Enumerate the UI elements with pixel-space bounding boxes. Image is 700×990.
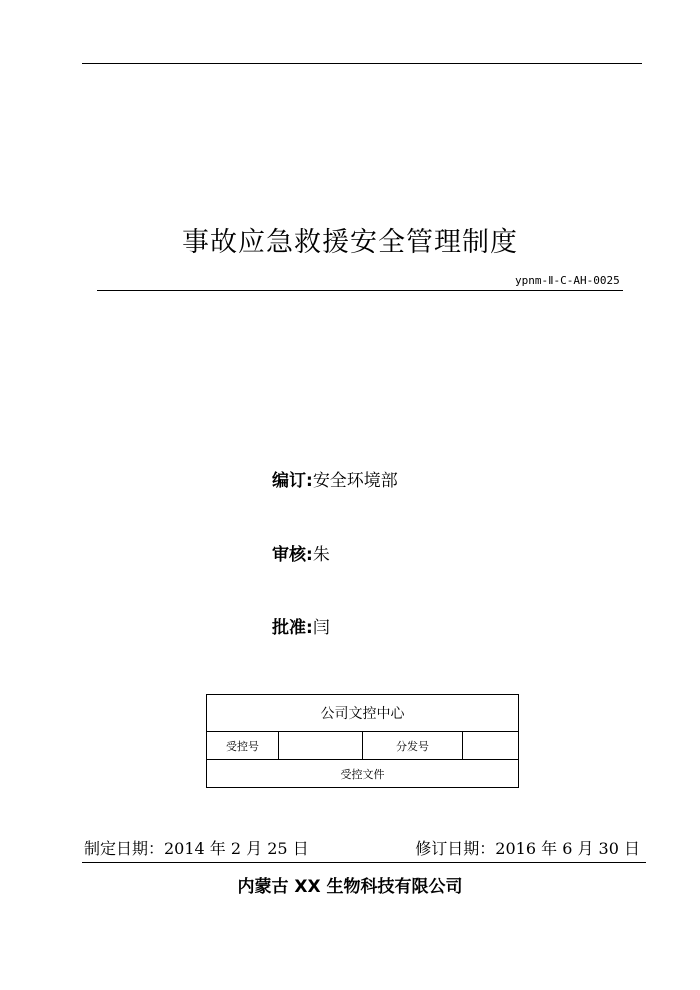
footer-rule: [82, 862, 646, 863]
top-rule: [82, 63, 642, 64]
document-control-table: [206, 694, 519, 788]
signature-label: 编订:: [272, 471, 313, 491]
control-center-header: 公司文控中心: [207, 695, 519, 732]
established-date: 制定日期：2014 年 2 月 25 日: [84, 839, 309, 858]
signature-approved: [272, 613, 330, 638]
document-code: ypnm-Ⅱ-C-AH-0025: [515, 274, 620, 287]
revised-date: 修订日期：2016 年 6 月 30 日: [415, 839, 640, 858]
signature-value: 闫: [312, 618, 330, 638]
distribution-number-value: [463, 732, 519, 760]
company-name: 内蒙古 XX 生物科技有限公司: [237, 877, 463, 897]
signature-reviewed: [272, 540, 330, 565]
control-number-label: 受控号: [207, 732, 279, 760]
distribution-number-label: 分发号: [363, 732, 463, 760]
signature-label: 批准:: [272, 618, 313, 638]
control-number-value: [279, 732, 363, 760]
signature-value: 朱: [312, 545, 330, 565]
signature-compiled: [272, 466, 398, 491]
signature-label: 审核:: [272, 545, 313, 565]
signature-value: 安全环境部: [312, 471, 398, 491]
document-title: 事故应急救援安全管理制度: [182, 227, 518, 258]
controlled-document-status: 受控文件: [207, 760, 519, 788]
title-underline: [97, 290, 623, 291]
